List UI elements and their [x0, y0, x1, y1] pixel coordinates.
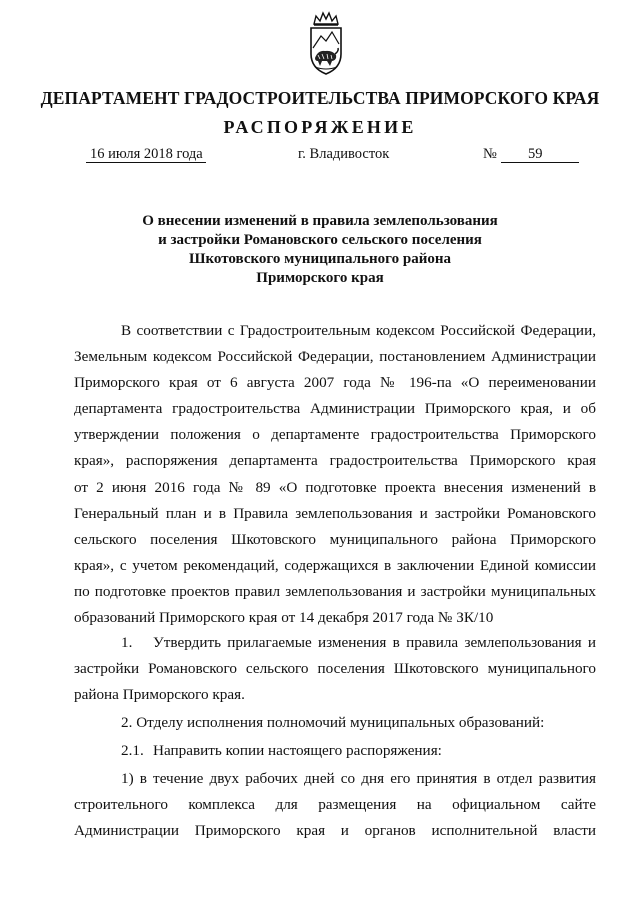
- text-line: сельского поселения Шкотовского муниципального района Приморского: [74, 530, 596, 548]
- number-sign: №: [483, 146, 497, 162]
- text-line: края», распоряжения департамента градостроительства Приморского края: [74, 452, 596, 470]
- text-line: по подготовке проектов правил землепользования и застройки муниципальных: [74, 582, 596, 600]
- text-line: строительного комплекса для размещения на официальном сайте: [74, 796, 596, 814]
- text-line: 2. Отделу исполнения полномочий муниципальных образований:: [121, 714, 545, 731]
- document-type: РАСПОРЯЖЕНИЕ: [223, 117, 417, 137]
- text-line: Приморского края от 6 августа 2007 года № 196-па «О переименовании: [74, 374, 596, 392]
- text-line: Земельным кодексом Российской Федерации, постановлением Администрации: [74, 348, 596, 366]
- item-text: Направить копии настоящего распоряжения:: [153, 742, 442, 759]
- item-number: 2.1.: [121, 742, 144, 759]
- title-line: и застройки Романовского сельского поселения: [158, 232, 482, 248]
- text-line: 1) в течение двух рабочих дней со дня его принятия в отдел развития: [121, 770, 596, 787]
- text-line: утверждении положения о департаменте градостроительства Приморского: [74, 426, 596, 444]
- item-text: Утвердить прилагаемые изменения в правила землепользования и: [153, 634, 596, 651]
- item-2-1-paragraph: [74, 738, 596, 764]
- text-line: края», с учетом рекомендаций, содержащихся в заключении Единой комиссии: [74, 556, 596, 574]
- item-2-1-1-paragraph: [74, 766, 596, 844]
- preamble-paragraph: [74, 318, 596, 631]
- item-number: 1.: [121, 634, 133, 651]
- document-city: г. Владивосток: [298, 146, 390, 162]
- department-name: ДЕПАРТАМЕНТ ГРАДОСТРОИТЕЛЬСТВА ПРИМОРСКОГО КРАЯ: [40, 88, 600, 108]
- title-line: Шкотовского муниципального района: [189, 251, 451, 267]
- document-number: 59: [528, 146, 543, 162]
- item-2-paragraph: [74, 710, 596, 736]
- document-title: [0, 212, 640, 288]
- item-1-paragraph: [74, 630, 596, 708]
- text-line: [74, 630, 596, 656]
- text-line: Администрации Приморского края и органов исполнительной власти: [74, 822, 596, 840]
- text-line: района Приморского края.: [74, 686, 245, 704]
- document-date: 16 июля 2018 года: [90, 146, 203, 162]
- text-line: департамента градостроительства Администрации Приморского края, и об: [74, 400, 596, 418]
- text-line: образований Приморского края от 14 декабря 2017 года № ЗК/10: [74, 609, 494, 627]
- text-line: от 2 июня 2016 года № 89 «О подготовке проекта внесения изменений в: [74, 478, 596, 496]
- text-line: застройки Романовского сельского поселения Шкотовского муниципального: [74, 660, 596, 678]
- coat-of-arms-emblem: [301, 10, 351, 80]
- text-line: [74, 738, 596, 764]
- text-line: В соответствии с Градостроительным кодексом Российской Федерации,: [121, 322, 596, 339]
- date-underline: [86, 162, 206, 163]
- title-line: О внесении изменений в правила землепользования: [142, 213, 498, 229]
- text-line: Генеральный план и в Правила землепользования и застройки Романовского: [74, 504, 596, 522]
- number-underline: [501, 162, 579, 163]
- title-line: Приморского края: [256, 270, 384, 286]
